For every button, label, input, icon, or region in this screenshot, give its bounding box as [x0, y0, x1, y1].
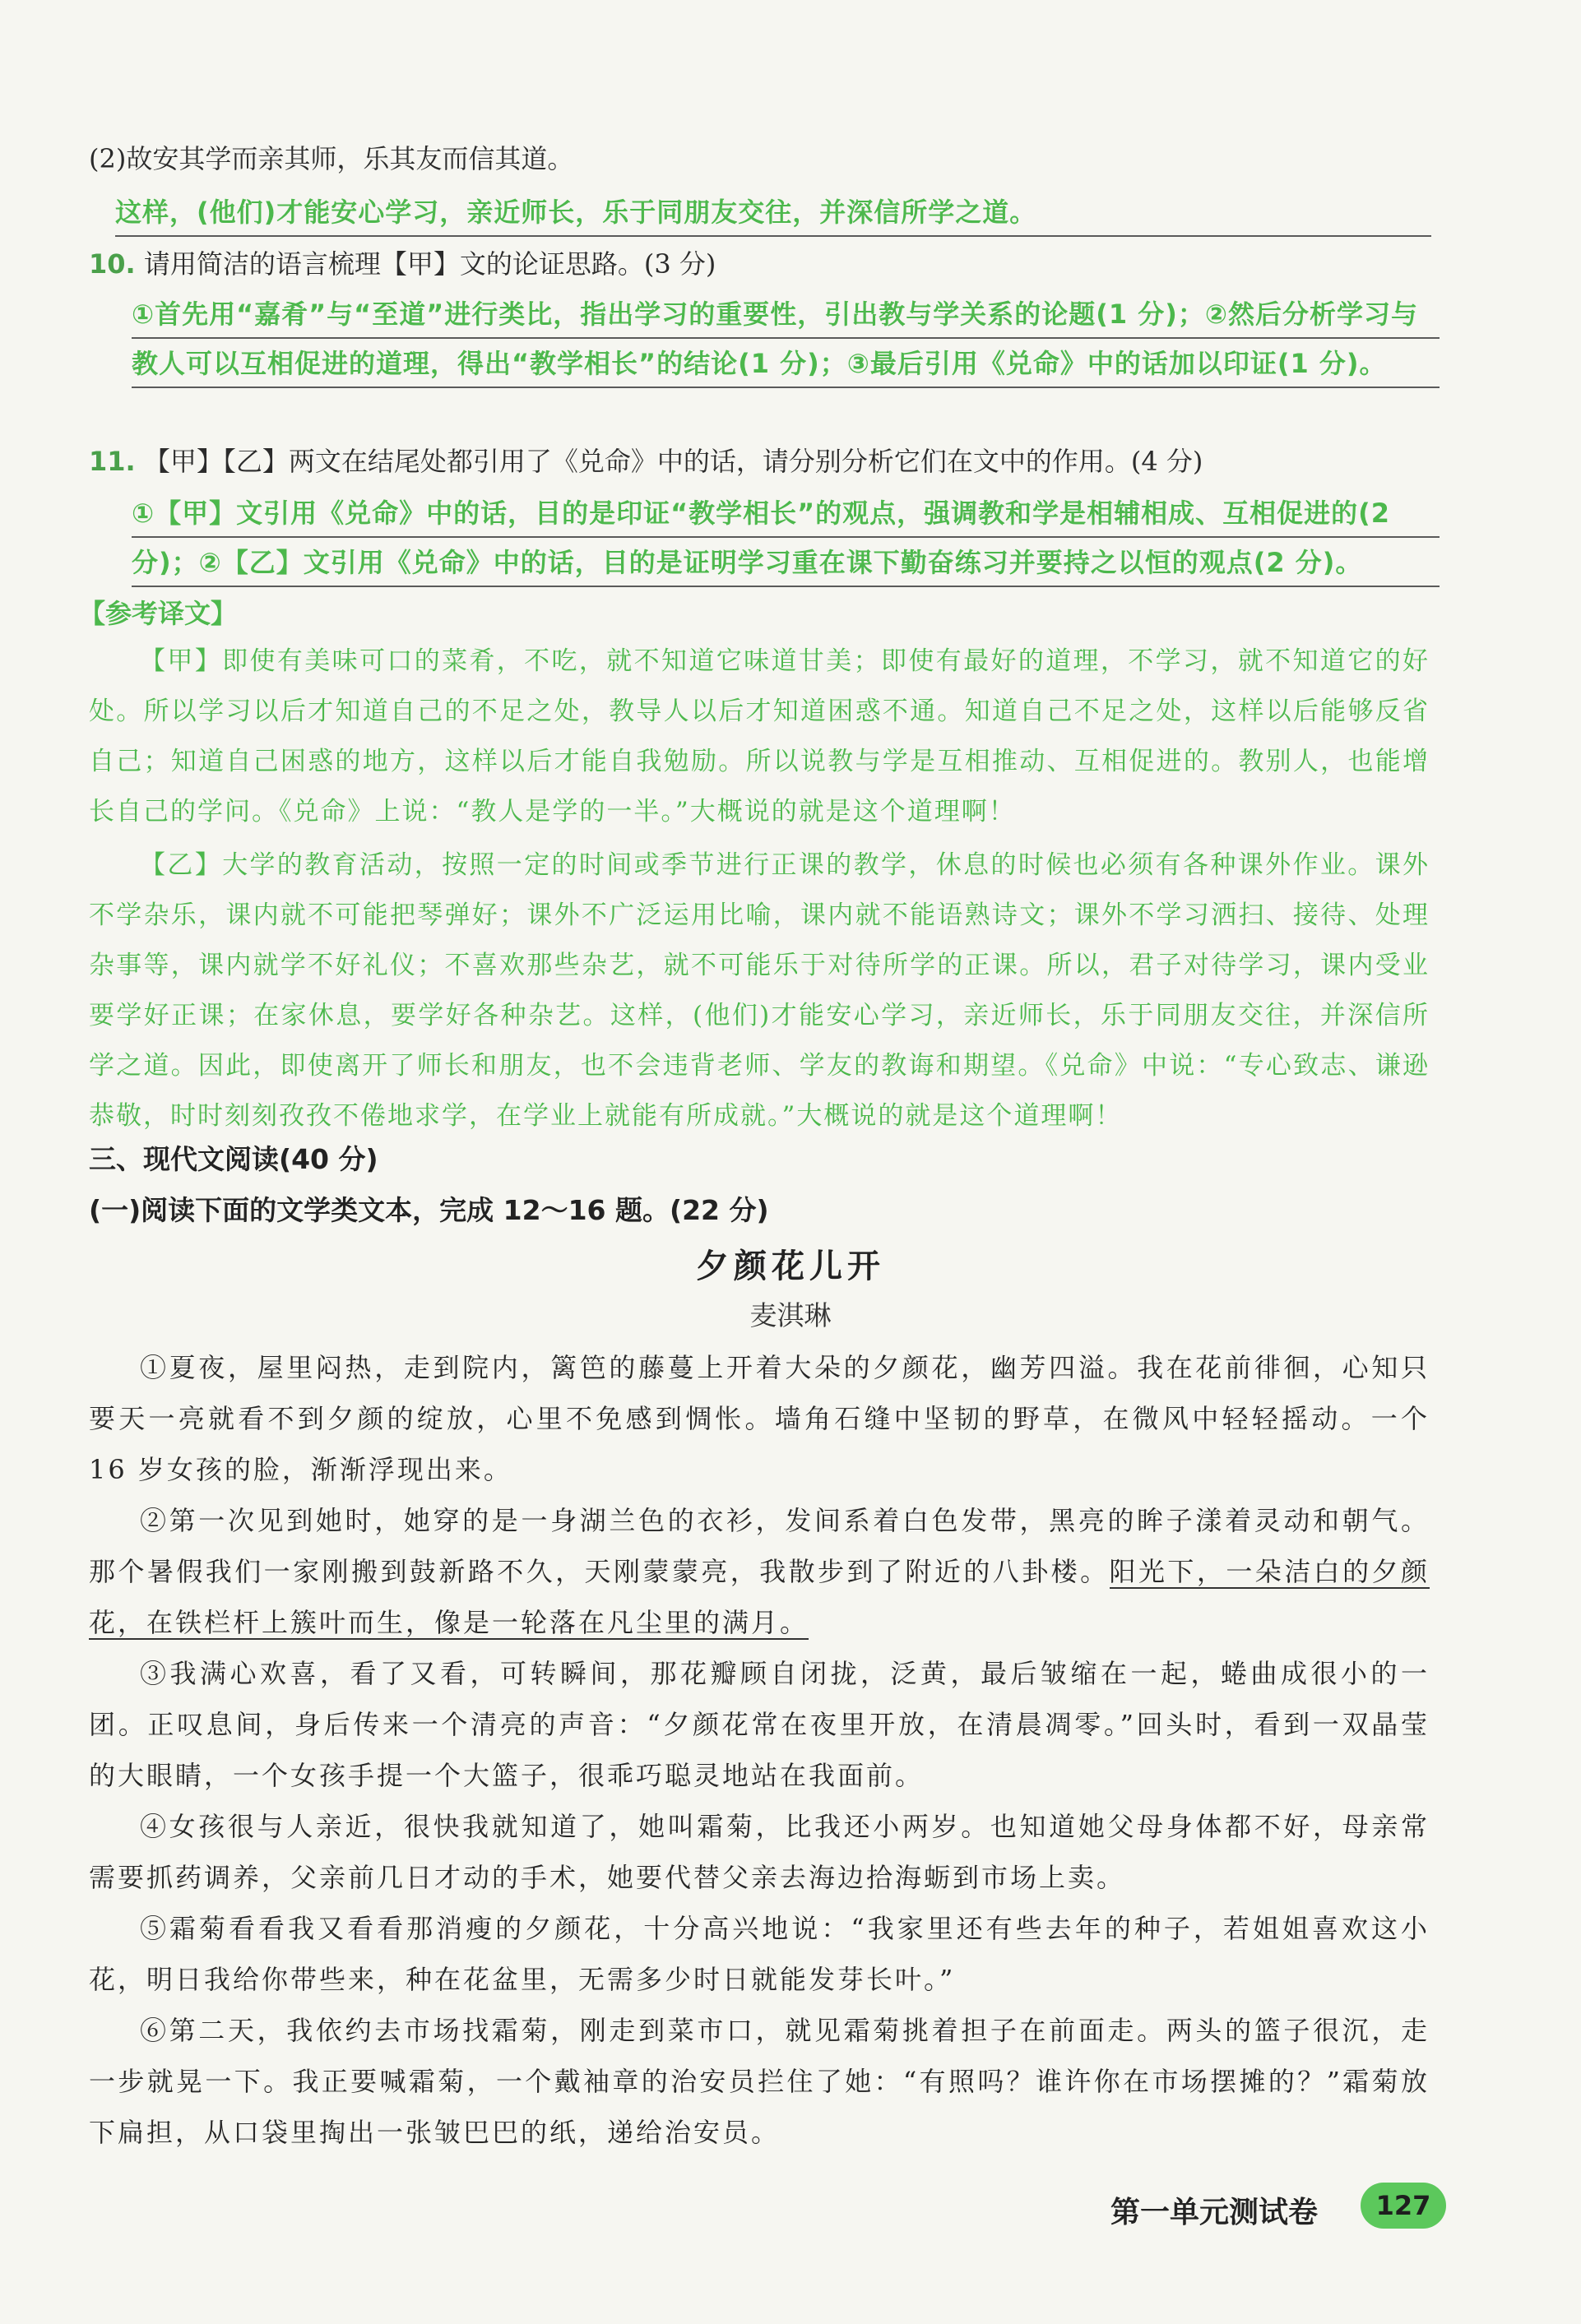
- article-paragraph-4: ④女孩很与人亲近，很快我就知道了，她叫霜菊，比我还小两岁。也知道她父母身体都不好，母亲常需要抓药调养，父亲前几日才动的手术，她要代替父亲去海边拾海蛎到市场上卖。: [89, 1811, 1430, 1893]
- question-text: 请用简洁的语言梳理【甲】文的论证思路。(3 分): [143, 248, 716, 280]
- reference-translation-title: 【参考译文】: [79, 598, 238, 629]
- section-title: 三、现代文阅读(40 分): [89, 1143, 378, 1175]
- translation-yi: 【乙】大学的教育活动，按照一定的时间或季节进行正课的教学，休息的时候也必须有各种课外作业。课外不学杂乐，课内就不可能把琴弹好；课外不广泛运用比喻，课内就不能语熟诗文；课外不学习洒扫、接待、处理杂事等，课内就学不好礼仪；不喜欢那些杂艺，就不可能乐于对待所学的正课。所以，君子对待学习，课内受业要学好正课；在家休息，要学好各种杂艺。这样，(他们)才能安心学习，亲近师长，乐于同朋友交往，并深信所学之道。因此，即使离开了师长和朋友，也不会违背老师、学友的教诲和期望。《兑命》中说：“专心致志、谦逊恭敬，时时刻刻孜孜不倦地求学，在学业上就能有所成就。”大概说的就是这个道理啊！: [89, 850, 1430, 1131]
- article-paragraph-1: ①夏夜，屋里闷热，走到院内，篱笆的藤蔓上开着大朵的夕颜花，幽芳四溢。我在花前徘徊，心知只要天一亮就看不到夕颜的绽放，心里不免感到惆怅。墙角石缝中坚韧的野草，在微风中轻轻摇动。一个 16 岁女孩的脸，渐渐浮现出来。: [89, 1352, 1430, 1485]
- page-number-badge: 127: [1361, 2183, 1446, 2229]
- section-subtitle: (一)阅读下面的文学类文本，完成 12～16 题。(22 分): [89, 1194, 769, 1226]
- translation-jia: 【甲】即使有美味可口的菜肴，不吃，就不知道它味道甘美；即使有最好的道理，不学习，就不知道它的好处。所以学习以后才知道自己的不足之处，教导人以后才知道困惑不通。知道自己不足之处，这样以后能够反省自己；知道自己困惑的地方，这样以后才能自我勉励。所以说教与学是互相推动、互相促进的。教别人，也能增长自己的学问。《兑命》上说：“教人是学的一半。”大概说的就是这个道理啊！: [89, 646, 1430, 826]
- answer-9-2: 这样，(他们)才能安心学习，亲近师长，乐于同朋友交往，并深信所学之道。: [115, 187, 1431, 237]
- article-paragraph-2: [89, 1495, 1430, 1648]
- question-text: 【甲】【乙】两文在结尾处都引用了《兑命》中的话，请分别分析它们在文中的作用。(4 分): [143, 446, 1203, 477]
- article-paragraph-5: ⑤霜菊看看我又看看那消瘦的夕颜花，十分高兴地说：“我家里还有些去年的种子，若姐姐喜欢这小花，明日我给你带些来，种在花盆里，无需多少时日就能发芽长叶。”: [89, 1913, 1430, 1995]
- paragraph-text: ②第一次见到她时，她穿的是一身湖兰色的衣衫，发间系着白色发带，黑亮的眸子漾着灵动和朝气。那个暑假我们一家刚搬到鼓新路不久，天刚蒙蒙亮，我散步到了附近的八卦楼。: [89, 1505, 1430, 1587]
- footer-unit-title: 第一单元测试卷: [1110, 2196, 1318, 2229]
- underlined-sentence: 阳光下，一朵洁白的夕颜花，在铁栏杆上簇叶而生，像是一轮落在凡尘里的满月。: [89, 1556, 1430, 1638]
- question-text: (2)故安其学而亲其师，乐其友而信其道。: [89, 143, 574, 174]
- answer-11: ①【甲】文引用《兑命》中的话，目的是印证“教学相长”的观点，强调教和学是相辅相成、互相促进的(2 分)；②【乙】文引用《兑命》中的话，目的是证明学习重在课下勤奋练习并要持之以恒的观点(2 分)。: [132, 488, 1440, 587]
- article-title: 夕颜花儿开: [696, 1247, 885, 1285]
- article-paragraph-6: ⑥第二天，我依约去市场找霜菊，刚走到菜市口，就见霜菊挑着担子在前面走。两头的篮子很沉，走一步就晃一下。我正要喊霜菊，一个戴袖章的治安员拦住了她：“有照吗？谁许你在市场摆摊的？”霜菊放下扁担，从口袋里掏出一张皱巴巴的纸，递给治安员。: [89, 2015, 1430, 2148]
- question-10: [89, 238, 1430, 289]
- answer-10: ①首先用“嘉肴”与“至道”进行类比，指出学习的重要性，引出教与学关系的论题(1 分)；②然后分析学习与教人可以互相促进的道理，得出“教学相长”的结论(1 分)；③最后引用《兑命》中的话加以印证(1 分)。: [132, 289, 1440, 388]
- question-number: 11.: [89, 446, 136, 477]
- question-number: 10.: [89, 248, 136, 280]
- question-11: [89, 436, 1430, 487]
- question-9-2: [89, 133, 1430, 184]
- article-paragraph-3: ③我满心欢喜，看了又看，可转瞬间，那花瓣顾自闭拢，泛黄，最后皱缩在一起，蜷曲成很小的一团。正叹息间，身后传来一个清亮的声音：“夕颜花常在夜里开放，在清晨凋零。”回头时，看到一双晶莹的大眼睛，一个女孩手提一个大篮子，很乖巧聪灵地站在我面前。: [89, 1658, 1430, 1791]
- article-author: 麦淇琳: [749, 1299, 832, 1331]
